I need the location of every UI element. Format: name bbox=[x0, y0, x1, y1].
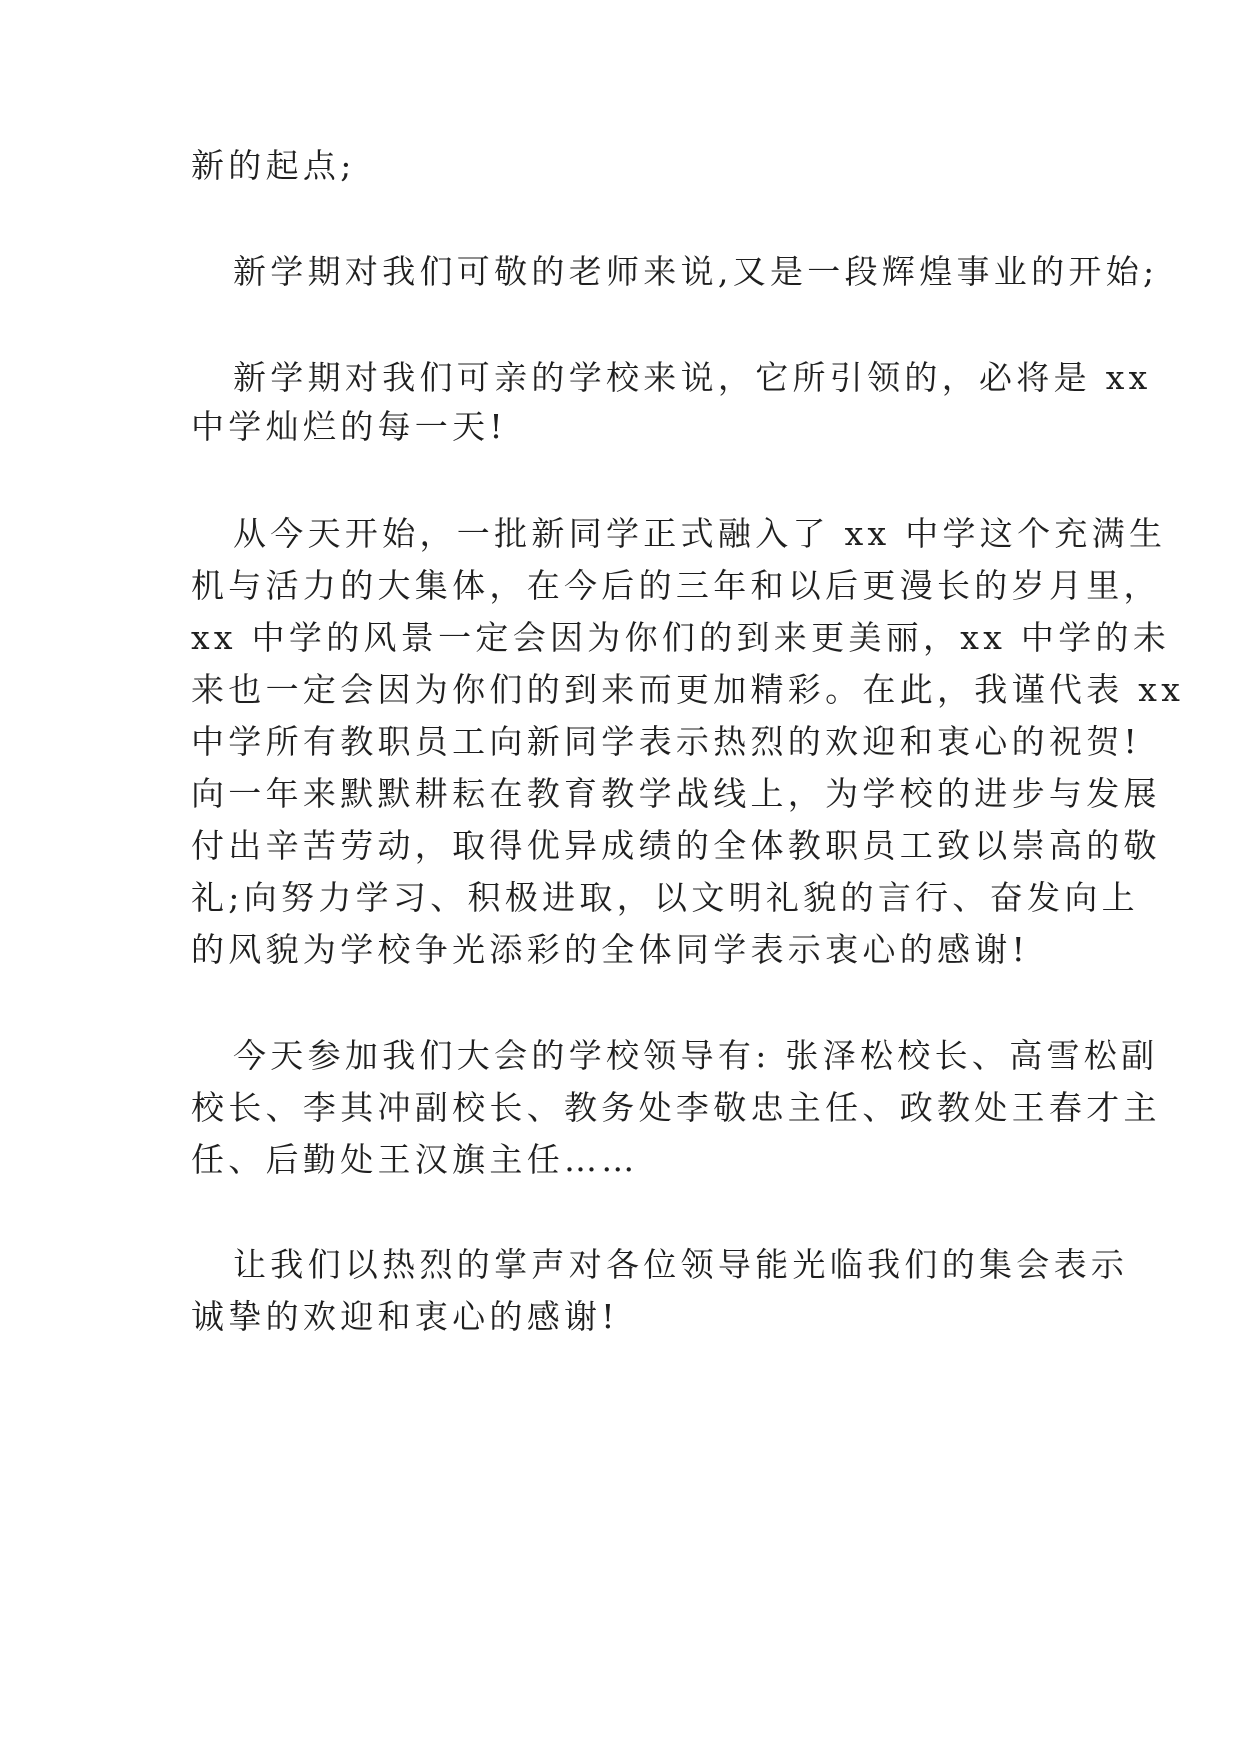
paragraph-line: 机与活力的大集体，在今后的三年和以后更漫长的岁月里， bbox=[191, 566, 1161, 605]
paragraph-line: 今天参加我们大会的学校领导有: 张泽松校长、高雪松副 bbox=[233, 1036, 1159, 1075]
paragraph-line: 校长、李其冲副校长、教务处李敬忠主任、政教处王春才主 bbox=[191, 1088, 1161, 1127]
paragraph-line: 向一年来默默耕耘在教育教学战线上，为学校的进步与发展 bbox=[191, 774, 1161, 813]
paragraph-line: 新的起点; bbox=[191, 146, 356, 185]
paragraph-line: 付出辛苦劳动，取得优异成绩的全体教职员工致以崇高的敬 bbox=[191, 826, 1161, 865]
paragraph-line: xx 中学的风景一定会因为你们的到来更美丽，xx 中学的未 bbox=[191, 618, 1171, 657]
paragraph-line: 礼;向努力学习、积极进取，以文明礼貌的言行、奋发向上 bbox=[191, 878, 1139, 917]
paragraph-line: 中学所有教职员工向新同学表示热烈的欢迎和衷心的祝贺! bbox=[191, 722, 1142, 761]
paragraph-line: 诚挚的欢迎和衷心的感谢! bbox=[191, 1297, 619, 1336]
paragraph-line: 中学灿烂的每一天! bbox=[191, 407, 507, 446]
paragraph-line: 从今天开始，一批新同学正式融入了 xx 中学这个充满生 bbox=[233, 514, 1167, 553]
paragraph-line: 新学期对我们可亲的学校来说，它所引领的，必将是 xx bbox=[233, 358, 1152, 397]
paragraph-line: 来也一定会因为你们的到来而更加精彩。在此，我谨代表 xx bbox=[191, 670, 1185, 709]
paragraph-line: 任、后勤处王汉旗主任…… bbox=[191, 1140, 639, 1179]
paragraph-line: 新学期对我们可敬的老师来说,又是一段辉煌事业的开始; bbox=[233, 252, 1159, 291]
paragraph-line: 的风貌为学校争光添彩的全体同学表示衷心的感谢! bbox=[191, 930, 1030, 969]
paragraph-line: 让我们以热烈的掌声对各位领导能光临我们的集会表示 bbox=[233, 1245, 1129, 1284]
